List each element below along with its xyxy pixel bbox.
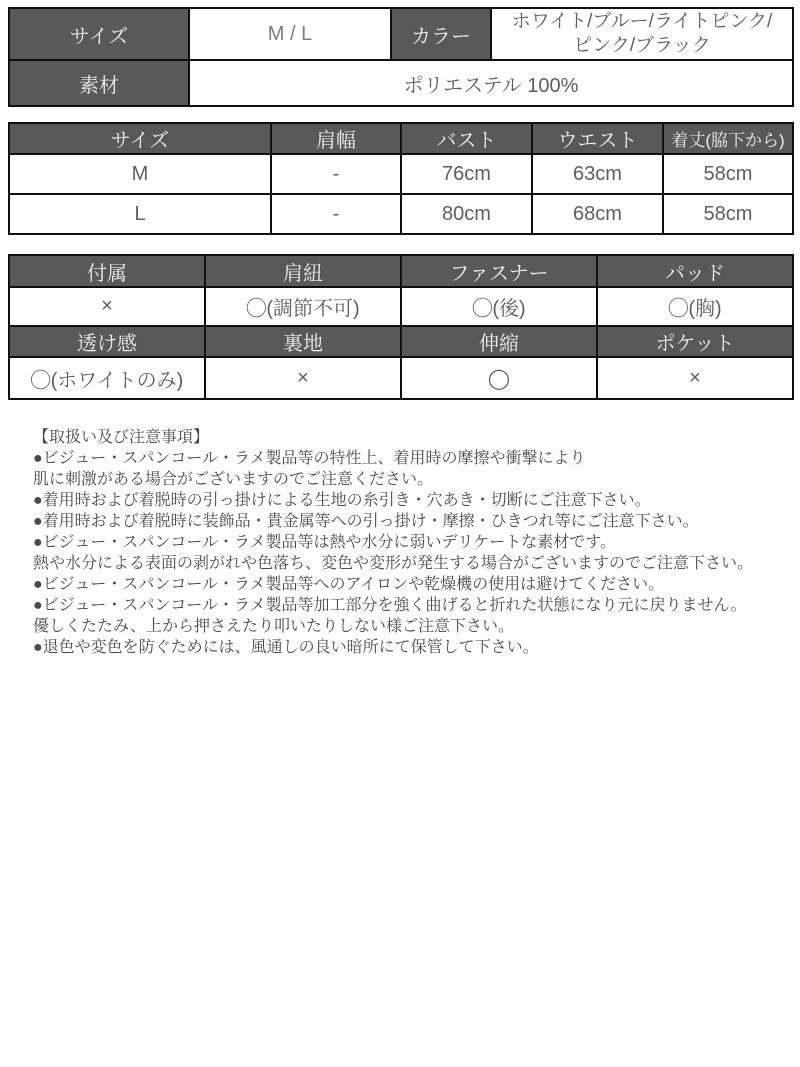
- size-chart-row-m: [9, 154, 793, 194]
- size-m-waist: 63cm: [532, 154, 663, 194]
- size-chart-header-waist: ウエスト: [532, 123, 663, 154]
- features-header-sheerness: 透け感: [9, 326, 205, 357]
- care-note-line: 肌に刺激がある場合がございますのでご注意ください。: [33, 471, 434, 488]
- size-chart-table: [8, 122, 794, 235]
- care-note-line: 優しくたたみ、上から押さえたり叩いたりしない様ご注意下さい。: [33, 618, 514, 635]
- color-value-cell: [491, 8, 793, 60]
- color-header-cell: カラー: [391, 8, 491, 60]
- size-chart-header-row: [9, 123, 793, 154]
- features-value-stretch: ◯: [401, 357, 597, 399]
- features-value-pocket: ×: [597, 357, 793, 399]
- features-header-lining: 裏地: [205, 326, 401, 357]
- features-header-pocket: ポケット: [597, 326, 793, 357]
- size-chart-header-bust: バスト: [401, 123, 532, 154]
- size-l-bust: 80cm: [401, 194, 532, 234]
- care-note-line: ●退色や変色を防ぐためには、風通しの良い暗所にて保管して下さい。: [33, 639, 539, 656]
- size-m-label: M: [9, 154, 271, 194]
- size-l-length: 58cm: [663, 194, 793, 234]
- material-value-cell: ポリエステル 100%: [189, 60, 793, 106]
- size-l-waist: 68cm: [532, 194, 663, 234]
- material-header-cell: 素材: [9, 60, 189, 106]
- care-notes-title: 【取扱い及び注意事項】: [33, 429, 210, 446]
- care-notes: [33, 427, 792, 658]
- size-chart-header-length: 着丈(脇下から): [663, 123, 793, 154]
- size-chart-header-shoulder: 肩幅: [271, 123, 401, 154]
- features-table: [8, 254, 794, 400]
- features-header-pad: パッド: [597, 255, 793, 287]
- features-value-sheerness: ◯(ホワイトのみ): [9, 357, 205, 399]
- care-note-line: ●着用時および着脱時に装飾品・貴金属等への引っ掛け・摩擦・ひきつれ等にご注意下さい。: [33, 513, 699, 530]
- spec-row-size-color: [9, 8, 793, 60]
- features-header-strap: 肩紐: [205, 255, 401, 287]
- color-value-text: ホワイト/ブルー/ライトピンク/ピンク/ブラック: [511, 11, 773, 56]
- care-note-line: ●着用時および着脱時の引っ掛けによる生地の糸引き・穴あき・切断にご注意下さい。: [33, 492, 651, 509]
- features-header-stretch: 伸縮: [401, 326, 597, 357]
- features-value-accessory: ×: [9, 287, 205, 326]
- care-note-line: ●ビジュー・スパンコール・ラメ製品等加工部分を強く曲げると折れた状態になり元に戻りません。: [33, 597, 747, 614]
- care-note-line: ●ビジュー・スパンコール・ラメ製品等へのアイロンや乾燥機の使用は避けてください。: [33, 576, 665, 593]
- size-m-shoulder: -: [271, 154, 401, 194]
- size-m-length: 58cm: [663, 154, 793, 194]
- spec-row-material: [9, 60, 793, 106]
- care-note-line: 熱や水分による表面の剥がれや色落ち、変色や変形が発生する場合がございますのでご注意下さい。: [33, 555, 754, 572]
- features-header-accessory: 付属: [9, 255, 205, 287]
- features-value-pad: ◯(胸): [597, 287, 793, 326]
- features-header-zipper: ファスナー: [401, 255, 597, 287]
- features-value-strap: ◯(調節不可): [205, 287, 401, 326]
- size-l-shoulder: -: [271, 194, 401, 234]
- size-chart-row-l: [9, 194, 793, 234]
- care-note-line: ●ビジュー・スパンコール・ラメ製品等の特性上、着用時の摩擦や衝撃により: [33, 450, 586, 467]
- spec-summary-table: [8, 7, 794, 107]
- size-m-bust: 76cm: [401, 154, 532, 194]
- size-header-cell: サイズ: [9, 8, 189, 60]
- size-l-label: L: [9, 194, 271, 234]
- features-value-zipper: ◯(後): [401, 287, 597, 326]
- size-chart-header-size: サイズ: [9, 123, 271, 154]
- features-value-lining: ×: [205, 357, 401, 399]
- features-header-row-2: [9, 326, 793, 357]
- care-note-line: ●ビジュー・スパンコール・ラメ製品等は熱や水分に弱いデリケートな素材です。: [33, 534, 616, 551]
- features-value-row-2: [9, 357, 793, 399]
- features-value-row-1: [9, 287, 793, 326]
- size-value-cell: M / L: [189, 8, 391, 60]
- features-header-row-1: [9, 255, 793, 287]
